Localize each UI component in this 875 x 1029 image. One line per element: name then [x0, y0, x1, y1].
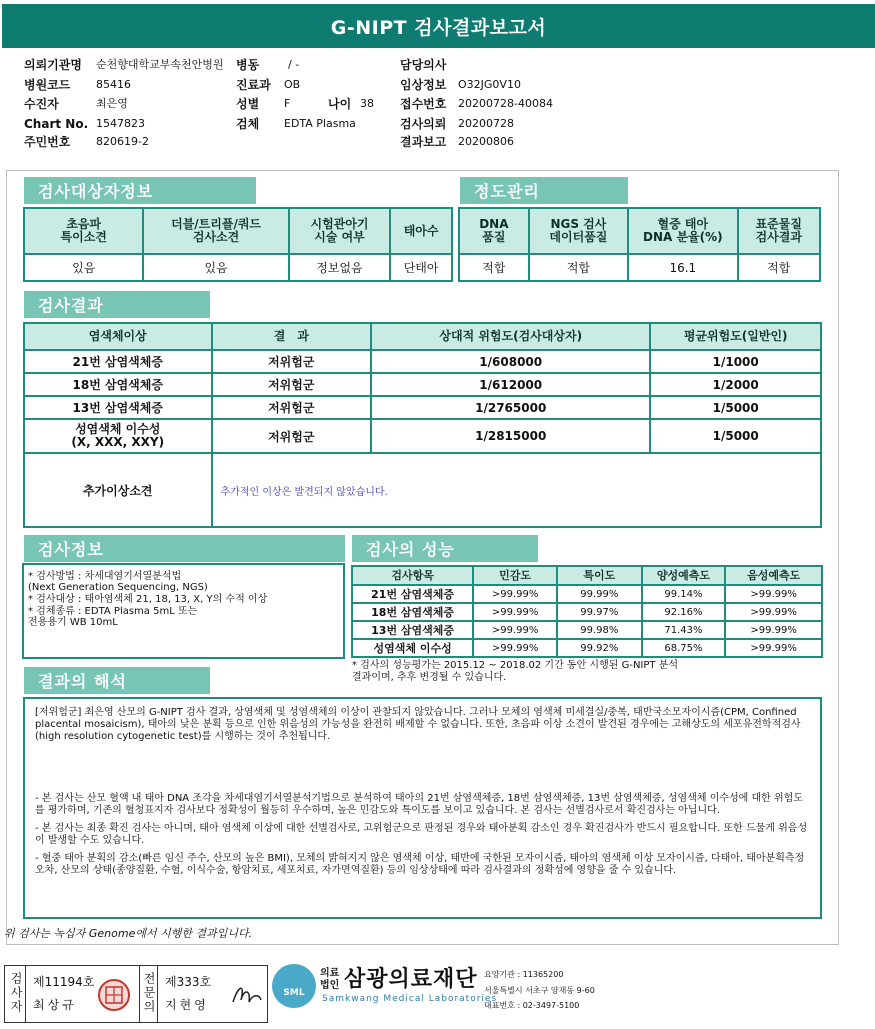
interpretation-para: - 혈중 태아 분획의 감소(빠른 임신 주수, 산모의 높은 BMI), 모체의 밝혀지지 않은 염색체 이상, 태반에 국한된 모자이시즘, 태아의 염색체 이상 모자이시즘, 다태아, 태아분획측정오차, 산모의 상태(종양질환, 수혈, 이식수술, 항암치료, 세포치료, 자가면역질환) 등의 임상상태에 따라 검사결과의 정확성에 영향을 줄 수 있습니다. — [35, 853, 805, 876]
qc-header: DNA 품질 — [459, 208, 529, 254]
table-row — [352, 585, 822, 603]
perf-cell: >99.99% — [725, 621, 822, 639]
perf-header: 특이도 — [557, 566, 642, 585]
perf-cell: 13번 삼염색체증 — [352, 621, 473, 639]
perf-cell: >99.99% — [473, 639, 557, 657]
specialist-label: 전문의 — [142, 972, 156, 1014]
performance-table — [351, 565, 823, 658]
performance-note: * 검사의 성능평가는 2015.12 ~ 2018.02 기간 동안 시행된 G-NIPT 분석 결과이며, 추후 변경될 수 있습니다. — [352, 660, 679, 683]
perf-cell: >99.99% — [725, 585, 822, 603]
section-test-info: 검사정보 — [24, 535, 345, 562]
result-average-risk: 1/5000 — [650, 396, 821, 419]
results-header: 염색체이상 — [24, 323, 212, 350]
results-table — [23, 322, 822, 528]
section-subject-info: 검사대상자정보 — [24, 177, 256, 204]
perf-cell: 21번 삼염색체증 — [352, 585, 473, 603]
org-name: 삼광의료재단 — [344, 967, 478, 992]
org-code: 요양기관 : 11365200 — [484, 970, 564, 979]
signature-box — [4, 965, 268, 1023]
subject-value: 정보없음 — [289, 254, 391, 281]
footer-note: 위 검사는 녹십자 Genome에서 시행한 결과입니다. — [4, 927, 253, 940]
perf-header: 민감도 — [473, 566, 557, 585]
interpretation-para: - 본 검사는 최종 확진 검사는 아니며, 태아 염색체 이상에 대한 선별검사로, 고위험군으로 판정된 경우와 태아분획 감소인 경우 확진검사가 반드시 필요합니다. 또한 드물게 위음성이 발생할 수도 있습니다. — [35, 823, 808, 846]
table-row — [24, 350, 821, 373]
extra-findings-text: 추가적인 이상은 발견되지 않았습니다. — [212, 453, 822, 527]
table-row — [352, 621, 822, 639]
result-relative-risk: 1/2765000 — [371, 396, 650, 419]
signature-scribble-icon — [229, 980, 265, 1010]
perf-cell: >99.99% — [725, 603, 822, 621]
qc-value: 적합 — [459, 254, 529, 281]
result-relative-risk: 1/2815000 — [371, 419, 650, 453]
perf-cell: 92.16% — [642, 603, 726, 621]
table-row — [24, 373, 821, 396]
perf-cell: 68.75% — [642, 639, 726, 657]
table-row — [24, 419, 821, 453]
subject-header: 초음파 특이소견 — [24, 208, 143, 254]
result-chromosome: 13번 삼염색체증 — [24, 396, 212, 419]
org-prefix-bottom: 법인 — [320, 980, 340, 991]
age-label: 나이 — [328, 97, 352, 111]
perf-header: 양성예측도 — [642, 566, 726, 585]
age-value: 38 — [360, 97, 374, 110]
sml-logo-icon: SML — [272, 964, 316, 1008]
result-chromosome: 성염색체 이수성 (X, XXX, XXY) — [24, 419, 212, 453]
org-prefix-top: 의료 — [320, 968, 340, 979]
perf-header: 검사항목 — [352, 566, 473, 585]
perf-cell: 99.98% — [557, 621, 642, 639]
perf-cell: 99.92% — [557, 639, 642, 657]
subject-value: 있음 — [24, 254, 143, 281]
subject-header: 태아수 — [390, 208, 452, 254]
tester-label: 검사자 — [9, 972, 23, 1014]
table-row — [24, 453, 821, 527]
result-risk: 저위험군 — [212, 350, 372, 373]
results-header: 평균위험도(일반인) — [650, 323, 821, 350]
results-header: 상대적 위험도(검사대상자) — [371, 323, 650, 350]
subject-header: 더블/트리플/쿼드 검사소견 — [143, 208, 288, 254]
test-method: * 검사방법 : 차세대염기서열분석법 (Next Generation Sequencing, NGS) — [28, 571, 208, 593]
test-specimen: * 검체종류 : EDTA Plasma 5mL 또는 전용용기 WB 10mL — [28, 606, 198, 628]
org-phone: 대표번호 : 02-3497-5100 — [484, 1001, 580, 1010]
section-interpretation: 결과의 해석 — [24, 667, 210, 694]
result-average-risk: 1/5000 — [650, 419, 821, 453]
section-qc: 정도관리 — [460, 177, 628, 204]
interpretation-para: - 본 검사는 산모 혈액 내 태아 DNA 조각을 차세대염기서열분석기법으로 분석하여 태아의 21번 삼염색체증, 18번 삼염색체증, 13번 삼염색체증, 성염색체 이수성에 대한 위험도를 평가하며, 기존의 혈청표지자 검사보다 정확성이 월등히 우수하며, 높은 민감도와 특이도를 보이고 있습니다. 본 검사는 선별검사로서 확진검사는 아닙니다. — [35, 793, 803, 816]
perf-cell: 99.14% — [642, 585, 726, 603]
perf-cell: 71.43% — [642, 621, 726, 639]
qc-value: 적합 — [529, 254, 628, 281]
subject-table — [23, 207, 453, 282]
interpretation-box — [23, 697, 822, 919]
result-risk: 저위험군 — [212, 373, 372, 396]
perf-cell: >99.99% — [473, 603, 557, 621]
table-row — [352, 639, 822, 657]
result-relative-risk: 1/612000 — [371, 373, 650, 396]
perf-header: 음성예측도 — [725, 566, 822, 585]
org-english-name: Samkwang Medical Laboratories — [322, 994, 498, 1004]
perf-cell: 99.99% — [557, 585, 642, 603]
subject-header: 시험관아기 시술 여부 — [289, 208, 391, 254]
result-average-risk: 1/2000 — [650, 373, 821, 396]
qc-header: NGS 검사 데이터품질 — [529, 208, 628, 254]
result-relative-risk: 1/608000 — [371, 350, 650, 373]
subject-value: 있음 — [143, 254, 288, 281]
perf-cell: 18번 삼염색체증 — [352, 603, 473, 621]
specialist-name: 지현영 — [165, 998, 209, 1012]
qc-table — [458, 207, 821, 282]
subject-value: 단태아 — [390, 254, 452, 281]
seal-icon — [97, 978, 131, 1012]
qc-header: 혈중 태아 DNA 분율(%) — [628, 208, 737, 254]
report-title: G-NIPT 검사결과보고서 — [2, 4, 875, 48]
perf-cell: 99.97% — [557, 603, 642, 621]
table-row — [24, 396, 821, 419]
perf-cell: >99.99% — [725, 639, 822, 657]
qc-header: 표준물질 검사결과 — [738, 208, 820, 254]
tester-license: 제11194호 — [33, 975, 95, 989]
table-row — [352, 603, 822, 621]
test-info-list — [28, 571, 346, 628]
section-results: 검사결과 — [24, 291, 210, 318]
section-performance: 검사의 성능 — [352, 535, 538, 562]
interpretation-summary: [저위험군] 최은영 산모의 G-NIPT 검사 결과, 상염색체 및 성염색체의 이상이 관찰되지 않았습니다. 그러나 모체의 염색체 미세결실/중복, 태반국소모자이시즘(CPM, Confined placental mosaicism), 태아의 낮은 분획 등으로 인한 위음성의 가능성을 완전히 배제할 수 없습니다. 또한, 초음파 이상 소견이 발견된 경우에는 고해상도의 세포유전학적검사(high resolution cytogenetic test)를 시행하는 것이 추천됩니다. — [35, 707, 801, 742]
result-chromosome: 21번 삼염색체증 — [24, 350, 212, 373]
qc-value: 16.1 — [628, 254, 737, 281]
result-chromosome: 18번 삼염색체증 — [24, 373, 212, 396]
result-risk: 저위험군 — [212, 419, 372, 453]
test-target: * 검사대상 : 태아염색체 21, 18, 13, X, Y의 수적 이상 — [28, 594, 268, 605]
extra-findings-label: 추가이상소견 — [24, 453, 212, 527]
perf-cell: 성염색체 이수성 — [352, 639, 473, 657]
result-average-risk: 1/1000 — [650, 350, 821, 373]
result-risk: 저위험군 — [212, 396, 372, 419]
perf-cell: >99.99% — [473, 585, 557, 603]
tester-name: 최상규 — [33, 998, 77, 1012]
specialist-license: 제333호 — [165, 975, 212, 989]
qc-value: 적합 — [738, 254, 820, 281]
results-header: 결 과 — [212, 323, 372, 350]
org-address: 서울특별시 서초구 양재동 9-60 — [484, 986, 595, 995]
perf-cell: >99.99% — [473, 621, 557, 639]
